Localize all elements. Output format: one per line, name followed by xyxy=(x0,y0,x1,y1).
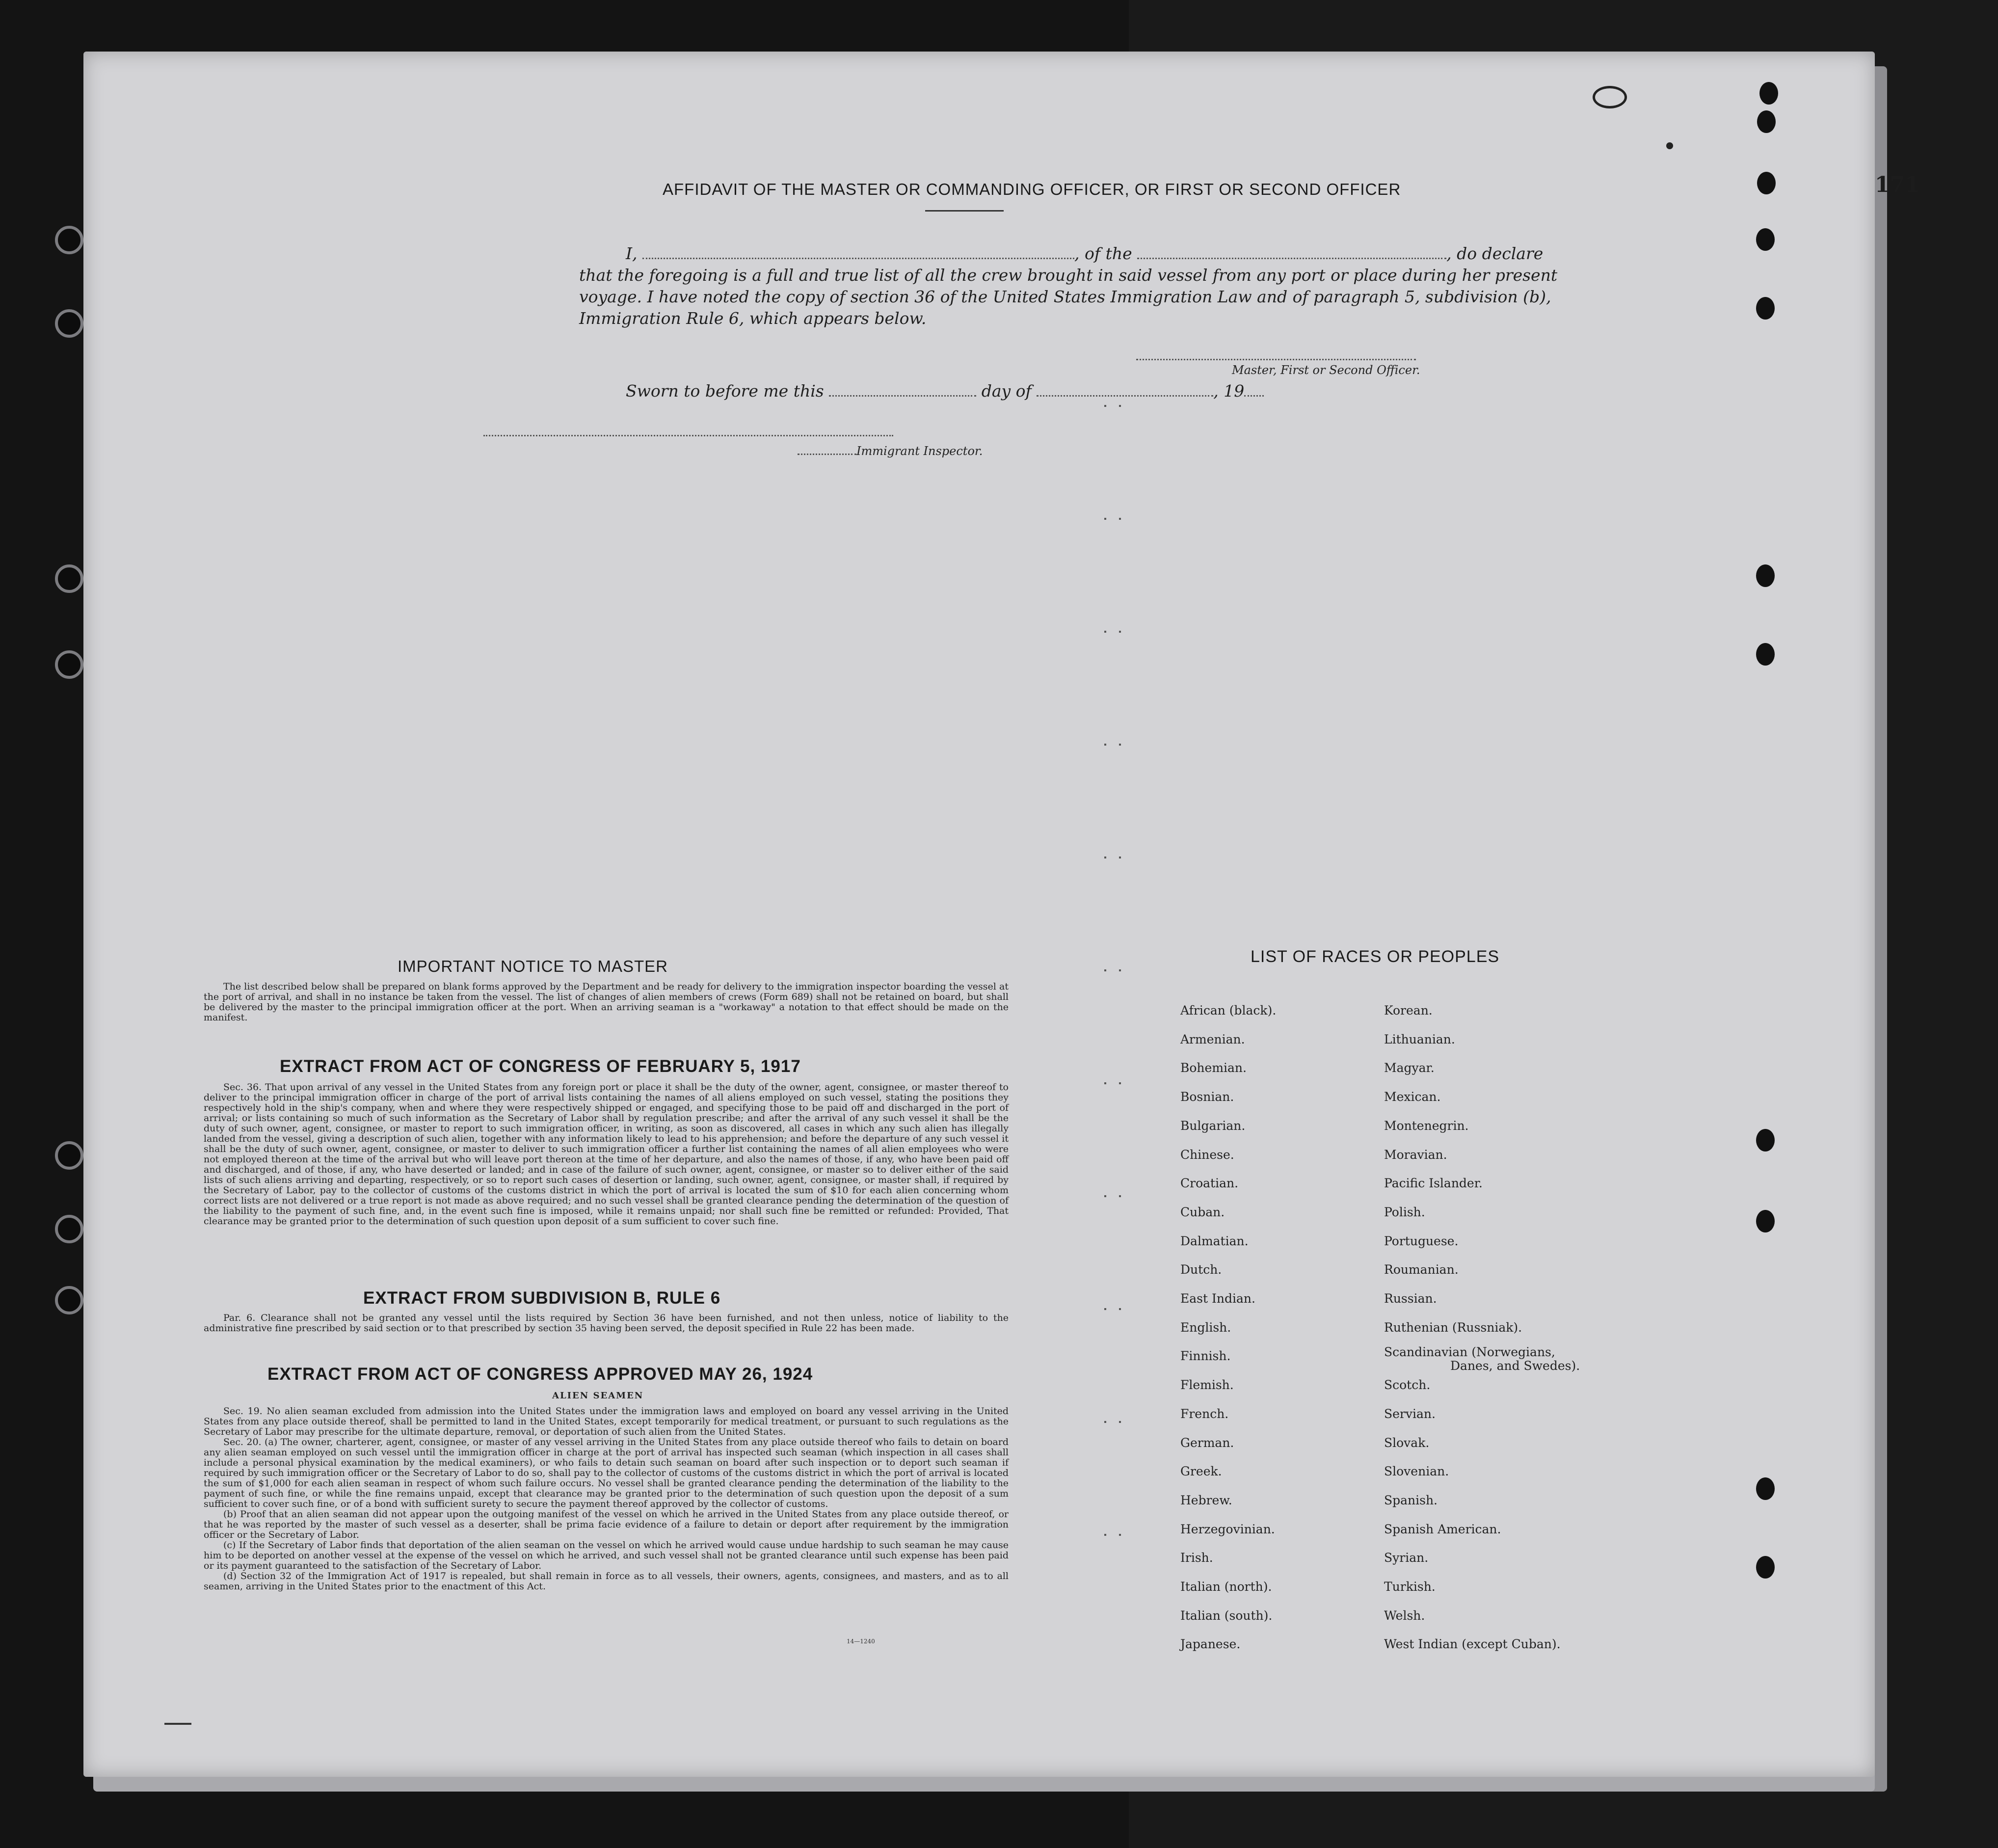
margin-mark xyxy=(164,1723,191,1725)
declaration-line-4: Immigration Rule 6, which appears below. xyxy=(579,309,927,328)
extract2-paragraph: Par. 6. Clearance shall not be granted any vessel until the lists required by Section 36 have been furnished, and not then unless, notice of liability to the administrative fine prescribed by said section or to that prescribed by section 35 having been served, the deposit specified in Rule 22 has been made. xyxy=(204,1312,1009,1334)
punch-hole xyxy=(55,1141,83,1170)
race-item: Bosnian. xyxy=(1180,1090,1234,1104)
extract3-sec20d: (d) Section 32 of the Immigration Act of 1917 is repealed, but shall remain in force as to all vessels, their owners, agents, consignees, and masters, and as to all seamen, arriving in the United States prior to the enactment of this Act. xyxy=(204,1571,1009,1592)
declaration-line-2: that the foregoing is a full and true list of all the crew brought in said vessel from any port or place during her present xyxy=(579,266,1558,285)
race-item: French. xyxy=(1180,1406,1229,1421)
sworn-day-blank[interactable] xyxy=(829,382,976,397)
punch-hole xyxy=(1756,1129,1775,1152)
punch-hole xyxy=(1756,1556,1775,1579)
race-item: Moravian. xyxy=(1384,1147,1447,1162)
center-tick xyxy=(1119,969,1121,971)
vessel-blank[interactable] xyxy=(1137,245,1446,259)
center-tick xyxy=(1119,631,1121,633)
race-item: Polish. xyxy=(1384,1205,1425,1219)
affidavit-declaration xyxy=(579,243,1558,329)
punch-hole xyxy=(55,650,83,679)
declaration-line-3: voyage. I have noted the copy of section 36 of the United States Immigration Law and of paragraph 5, subdivision (b), xyxy=(579,287,1551,306)
race-item: Syrian. xyxy=(1384,1551,1429,1565)
sworn-year-blank[interactable] xyxy=(1244,382,1264,397)
center-tick xyxy=(1119,744,1121,746)
extract3-sec20a: Sec. 20. (a) The owner, charterer, agent, consignee, or master of any vessel arriving in the United States from any place outside thereof who fails to detain on board any alien seaman employed on such vessel until the immigration officer in charge at the port of arrival has inspected such seaman (which inspection in all cases shall include a personal physical examination by the medical examiners), or who fails to detain such seaman on board after such inspection or to deport such seaman if required by such immigration officer or the Secretary of Labor to do so, shall pay to the collector of customs of the customs district in which the port of arrival is located the sum of $1,000 for each alien seaman in respect of whom such failure occurs. No vessel shall be granted clearance pending the determination of the liability to the payment of such fine, or while the fine remains unpaid, except that clearance may be granted prior to the determination of such question upon the deposit of a sum sufficient to cover such fine, or of a bond with sufficient surety to secure the payment thereof approved by the collector of customs. xyxy=(204,1437,1009,1509)
sworn-line xyxy=(579,380,1536,402)
punch-hole xyxy=(55,309,83,338)
race-item: English. xyxy=(1180,1320,1231,1335)
punch-hole xyxy=(1756,564,1775,587)
center-tick xyxy=(1119,1308,1121,1310)
punch-hole xyxy=(1756,1210,1775,1232)
center-tick xyxy=(1119,1534,1121,1536)
race-item: Welsh. xyxy=(1384,1608,1425,1623)
race-item: Mexican. xyxy=(1384,1090,1441,1104)
extract3-sec19: Sec. 19. No alien seaman excluded from admission into the United States under the immigration laws and employed on board any vessel arriving in the United States from any place outside thereof, shall be permitted to land in the United States, except temporarily for medical treatment, or pursuant to such regulations as the Secretary of Labor may prescribe for the ultimate departure, removal, or deportation of such alien from the United States. xyxy=(204,1406,1009,1437)
ink-smudge xyxy=(1666,142,1673,149)
sworn-label: Sworn to before me this xyxy=(626,381,824,401)
race-item: African (black). xyxy=(1180,1003,1277,1018)
race-item: East Indian. xyxy=(1180,1291,1255,1306)
center-tick xyxy=(1104,631,1106,633)
center-tick xyxy=(1104,1308,1106,1310)
race-item: Magyar. xyxy=(1384,1061,1435,1075)
punch-hole xyxy=(1756,297,1775,320)
race-item: Chinese. xyxy=(1180,1147,1234,1162)
notice-title: IMPORTANT NOTICE TO MASTER xyxy=(398,957,668,975)
affidavit-title: AFFIDAVIT OF THE MASTER OR COMMANDING OFFICER, OR FIRST OR SECOND OFFICER xyxy=(663,180,1401,198)
race-item: Japanese. xyxy=(1180,1637,1241,1652)
extract3-sec20b: (b) Proof that an alien seaman did not appear upon the outgoing manifest of the vessel on which he arrived in the United States from any place outside thereof, or that he was reported by the master of such vessel as a deserter, shall be prima facie evidence of a failure to detain or deport after requirement by the immigration officer or the Secretary of Labor. xyxy=(204,1509,1009,1540)
punch-hole xyxy=(55,1215,83,1243)
race-item: German. xyxy=(1180,1435,1234,1450)
extract2-title: EXTRACT FROM SUBDIVISION B, RULE 6 xyxy=(363,1288,721,1308)
punch-hole xyxy=(1757,172,1776,194)
race-item: Finnish. xyxy=(1180,1349,1231,1364)
center-tick xyxy=(1104,857,1106,858)
center-tick xyxy=(1104,1195,1106,1197)
race-item: Italian (north). xyxy=(1180,1580,1272,1594)
race-item: Servian. xyxy=(1384,1406,1436,1421)
extract3-title: EXTRACT FROM ACT OF CONGRESS APPROVED MAY 26, 1924 xyxy=(267,1365,813,1384)
race-item: Slovak. xyxy=(1384,1435,1430,1450)
race-item: Russian. xyxy=(1384,1291,1437,1306)
form-number: 14—1240 xyxy=(847,1638,875,1645)
master-signature-line[interactable] xyxy=(1136,346,1416,360)
punch-hole xyxy=(1756,1477,1775,1500)
punch-hole xyxy=(1757,110,1776,133)
race-scandinavian-continued: Danes, and Swedes). xyxy=(1450,1359,1580,1373)
extract1-paragraph: Sec. 36. That upon arrival of any vessel in the United States from any foreign port or place it shall be the duty of the owner, agent, consignee, or master thereof to deliver to the principal immigration officer in charge of the port of arrival lists containing the names of all aliens employed on such vessel, stating the positions they respectively hold in the ship's company, when and where they were respectively shipped or engaged, and specifying those to be paid off and discharged in the port of arrival; or lists containing so much of such information as the Secretary of Labor shall by regulation prescribe; and after the arrival of any such vessel it shall be the duty of such owner, agent, consignee, or master to report to such immigration officer, in writing, as soon as discovered, all cases in which any such alien has illegally landed from the vessel, giving a description of such alien, together with any information likely to lead to his apprehension; and before the departure of any such vessel it shall be the duty of such owner, agent, consignee, or master to deliver to such immigration officer a further list containing the names of all alien employees who were not employed thereon at the time of the arrival but who will leave port thereon at the time of her departure, and also the names of those, if any, who have been paid off and discharged, and of those, if any, who have deserted or landed; and in case of the failure of such owner, agent, consignee, or master so to deliver either of the said lists of such aliens arriving and departing, respectively, or so to report such cases of desertion or landing, such owner, agent, consignee, or master shall, if required by the Secretary of Labor, pay to the collector of customs of the customs district in which the port of arrival is located the sum of $10 for each alien concerning whom correct lists are not delivered or a true report is not made as above required; and no such vessel shall be granted clearance pending the determination of the question of the liability to the payment of such fine, and, in the event such fine is imposed, while it remains unpaid; nor shall such fine be remitted or refunded: Provided, That clearance may be granted prior to the determination of such question upon deposit of a sum sufficient to cover such fine. xyxy=(204,1082,1009,1227)
center-tick xyxy=(1104,518,1106,520)
center-tick xyxy=(1119,1195,1121,1197)
race-item: Turkish. xyxy=(1384,1580,1436,1594)
center-tick xyxy=(1104,744,1106,746)
inspector-leader xyxy=(798,447,856,455)
punch-hole xyxy=(55,1286,83,1314)
ink-smudge xyxy=(1593,86,1627,108)
race-item: Dutch. xyxy=(1180,1262,1222,1277)
center-tick xyxy=(1104,405,1106,407)
race-item: Italian (south). xyxy=(1180,1608,1273,1623)
race-item: Ruthenian (Russniak). xyxy=(1384,1320,1522,1335)
race-item: Scandinavian (Norwegians, xyxy=(1384,1345,1555,1360)
center-tick xyxy=(1119,1082,1121,1084)
punch-hole xyxy=(1756,643,1775,666)
center-tick xyxy=(1119,405,1121,407)
inspector-caption-text: Immigrant Inspector. xyxy=(856,444,983,458)
declaration-i: I, xyxy=(626,244,638,263)
race-item: Armenian. xyxy=(1180,1032,1245,1046)
sworn-month-blank[interactable] xyxy=(1037,382,1213,397)
race-item: West Indian (except Cuban). xyxy=(1384,1637,1561,1652)
races-title: LIST OF RACES OR PEOPLES xyxy=(1251,947,1500,966)
center-tick xyxy=(1119,1421,1121,1423)
race-item: Slovenian. xyxy=(1384,1464,1449,1479)
alien-seamen-heading: ALIEN SEAMEN xyxy=(552,1391,644,1401)
race-item: Korean. xyxy=(1384,1003,1433,1018)
race-item: Bulgarian. xyxy=(1180,1118,1246,1133)
title-rule xyxy=(925,210,1004,212)
extract2-body xyxy=(204,1313,1009,1334)
declaration-do-declare: , do declare xyxy=(1446,244,1544,263)
extract1-title: EXTRACT FROM ACT OF CONGRESS OF FEBRUARY 5, 1917 xyxy=(280,1057,801,1076)
race-item: Herzegovinian. xyxy=(1180,1522,1275,1536)
punch-hole xyxy=(55,226,83,254)
race-item: Greek. xyxy=(1180,1464,1222,1479)
center-tick xyxy=(1119,857,1121,858)
extract1-body xyxy=(204,1082,1009,1227)
inspector-caption xyxy=(798,444,983,458)
center-tick xyxy=(1104,969,1106,971)
race-item: Lithuanian. xyxy=(1384,1032,1455,1046)
page-number: 171 xyxy=(1875,172,1920,197)
master-caption: Master, First or Second Officer. xyxy=(1232,363,1420,377)
punch-hole xyxy=(1756,228,1775,251)
punch-hole xyxy=(55,564,83,593)
race-item: Flemish. xyxy=(1180,1378,1234,1393)
race-item: Scotch. xyxy=(1384,1378,1431,1393)
race-item: Montenegrin. xyxy=(1384,1118,1469,1133)
race-item: Spanish. xyxy=(1384,1493,1438,1507)
name-blank[interactable] xyxy=(642,245,1074,259)
declaration-of-the: , of the xyxy=(1074,244,1132,263)
race-item: Dalmatian. xyxy=(1180,1233,1249,1248)
extract3-sec20c: (c) If the Secretary of Labor finds that deportation of the alien seaman on the vessel on which he arrived would cause undue hardship to such seaman he may cause him to be deported on another vessel at the expense of the vessel on which he arrived, and such vessel shall not be granted clearance until such expense has been paid or its payment guaranteed to the satisfaction of the Secretary of Labor. xyxy=(204,1540,1009,1571)
center-tick xyxy=(1104,1534,1106,1536)
race-item: Irish. xyxy=(1180,1551,1213,1565)
notice-body xyxy=(204,982,1009,1023)
sworn-day-label: day of xyxy=(981,381,1032,401)
inspector-signature-line[interactable] xyxy=(483,422,893,436)
race-item: Croatian. xyxy=(1180,1176,1239,1191)
race-item: Pacific Islander. xyxy=(1384,1176,1483,1191)
center-tick xyxy=(1119,518,1121,520)
document-page xyxy=(83,52,1920,1777)
sworn-year-label: , 19 xyxy=(1213,381,1245,401)
center-tick xyxy=(1104,1421,1106,1423)
punch-hole xyxy=(1759,82,1778,105)
race-item: Roumanian. xyxy=(1384,1262,1459,1277)
center-tick xyxy=(1104,1082,1106,1084)
race-item: Bohemian. xyxy=(1180,1061,1247,1075)
race-item: Portuguese. xyxy=(1384,1233,1459,1248)
race-item: Cuban. xyxy=(1180,1205,1225,1219)
notice-paragraph: The list described below shall be prepared on blank forms approved by the Department and be ready for delivery to the immigration inspector boarding the vessel at the port of arrival, and shall in no instance be taken from the vessel. The list of changes of alien members of crews (Form 689) shall not be retained on board, but shall be delivered by the master to the principal immigration officer at the port. When an arriving seaman is a "workaway" a notation to that effect should be made on the manifest. xyxy=(204,981,1009,1023)
extract3-body xyxy=(204,1406,1009,1592)
race-item: Spanish American. xyxy=(1384,1522,1501,1536)
race-item: Hebrew. xyxy=(1180,1493,1232,1507)
